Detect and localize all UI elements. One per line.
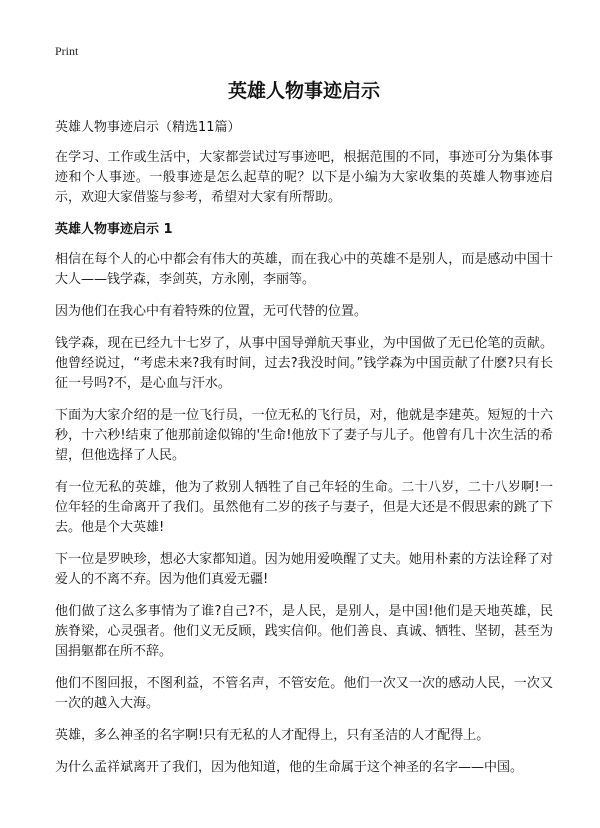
paragraph-6: 下一位是罗映珍，想必大家都知道。因为她用爱唤醒了丈夫。她用朴素的方法诠释了对爱人的不离不弃。因为他们真爱无疆! [55,552,553,587]
paragraph-8: 他们不图回报，不图利益，不管名声，不管安危。他们一次又一次的感动人民，一次又一次的越入大海。 [55,676,553,711]
paragraph-4: 下面为大家介绍的是一位飞行员，一位无私的飞行员，对，他就是李建英。短短的十六秒，十六秒!结束了他那前途似锦的'生命!他放下了妻子与儿子。他曾有几十次生活的希望，但他选择了人民。 [55,408,553,463]
paragraph-10: 为什么孟祥斌离开了我们，因为他知道，他的生命属于这个神圣的名字——中国。 [55,760,524,775]
intro-paragraph: 在学习、工作或生活中，大家都尝试过写事迹吧，根据范围的不同，事迹可分为集体事迹和个人事迹。一般事迹是怎么起草的呢？以下是小编为大家收集的英雄人物事迹启示，欢迎大家借鉴与参考，希望对大家有所帮助。 [55,150,553,205]
paragraph-7: 他们做了这么多事情为了谁?自己?不，是人民，是别人，是中国!他们是天地英雄，民族脊梁，心灵强者。他们义无反顾，践实信仰。他们善良、真诚、牺牲、坚韧，甚至为国捐躯都在所不辞。 [55,604,553,659]
article-subtitle: 英雄人物事迹启示（精选11篇） [55,120,241,135]
section-heading: 英雄人物事迹启示 1 [55,222,173,237]
paragraph-3: 钱学森，现在已经九十七岁了，从事中国导弹航天事业，为中国做了无已伦笔的贡献。他曾经说过，“考虑未来?我有时间，过去?我没时间。”钱学森为中国贡献了什麽?只有长征一号吗?不，是心血与汗水。 [55,336,553,391]
print-link[interactable]: Print [55,44,79,58]
paragraph-5: 有一位无私的英雄，他为了救别人牺牲了自己年轻的生命。二十八岁，二十八岁啊!一位年轻的生命离开了我们。虽然他有二岁的孩子与妻子，但是大还是不假思索的跳了下去。他是个大英雄! [55,480,553,535]
paragraph-2: 因为他们在我心中有着特殊的位置，无可代替的位置。 [55,304,368,319]
page-title: 英雄人物事迹启示 [227,80,380,102]
article-body [55,78,553,790]
paragraph-9: 英雄，多么神圣的名字啊!只有无私的人才配得上，只有圣洁的人才配得上。 [55,728,490,743]
paragraph-1: 相信在每个人的心中都会有伟大的英雄，而在我心中的英雄不是别人，而是感动中国十大人——钱学森，李剑英，方永刚，李丽等。 [55,252,553,287]
